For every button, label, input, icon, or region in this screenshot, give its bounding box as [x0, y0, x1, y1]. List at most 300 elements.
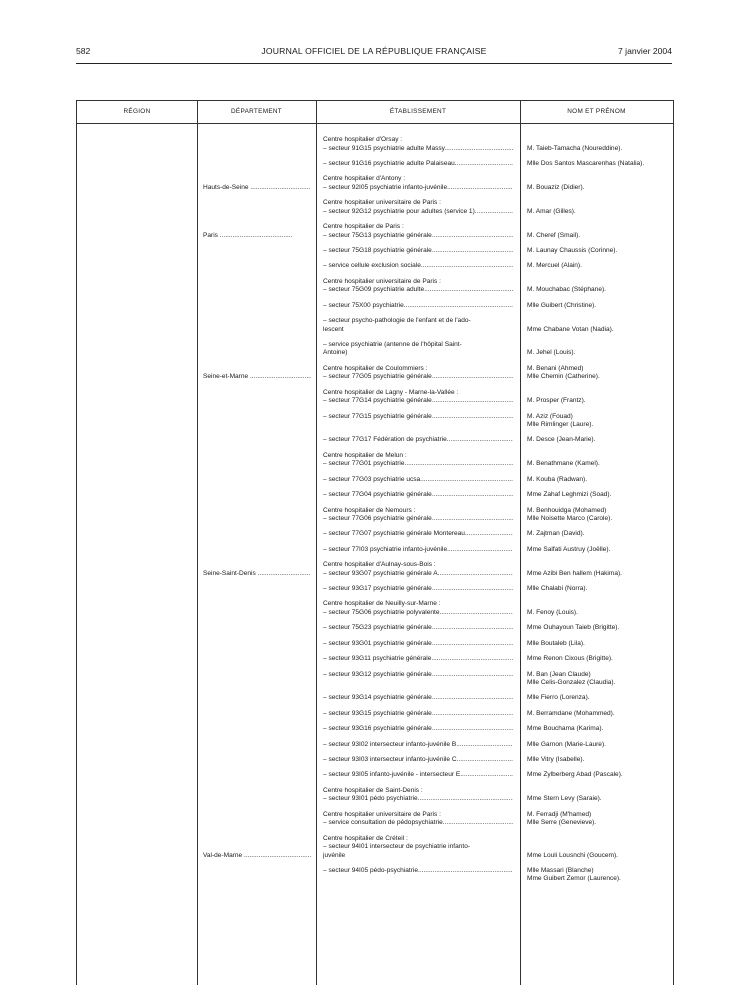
dot-leader: [424, 286, 513, 293]
table-row: [77, 365, 673, 389]
table-row: [77, 507, 673, 531]
etablissement-line: [323, 609, 513, 618]
nom-prenom-cell: [527, 546, 667, 555]
nom-prenom-cell: [527, 570, 667, 579]
etablissement-line: [323, 476, 513, 485]
table-row: [77, 136, 673, 160]
table-row: [77, 585, 673, 600]
nom-prenom-cell: [527, 725, 667, 734]
etablissement-text: – secteur 93G11 psychiatrie générale: [323, 655, 432, 663]
nom-prenom-line: M. Kouba (Radwan).: [527, 475, 588, 483]
dot-leader: [404, 302, 513, 309]
nom-prenom-cell: [527, 413, 667, 430]
dot-leader: [421, 262, 513, 269]
etablissement-text: – secteur 77G17 Fédération de psychiatrie: [323, 436, 447, 444]
etablissement-text: – secteur 77G03 psychiatrie ucsa: [323, 475, 421, 483]
etablissement-text: Centre hospitalier de Nemours :: [323, 506, 416, 514]
etablissement-text: – secteur 77G06 psychiatrie générale: [323, 515, 432, 523]
etablissement-text: – secteur 93G16 psychiatrie générale: [323, 725, 432, 733]
etablissement-cell: [323, 655, 513, 664]
etablissement-line: [323, 600, 513, 609]
nom-prenom-cell: [527, 232, 667, 241]
nom-prenom-cell: [527, 609, 667, 618]
etablissement-text: – secteur 93I05 infanto-juvénile - intersecteur E: [323, 771, 461, 779]
nom-prenom-cell: [527, 397, 667, 406]
etablissement-line: [323, 389, 513, 398]
etablissement-text: – secteur 93I02 intersecteur infanto-juvénile B: [323, 740, 457, 748]
etablissement-line: [323, 491, 513, 500]
table-row: [77, 247, 673, 262]
etablissement-line: [323, 756, 513, 765]
table-row: [77, 436, 673, 451]
etablissement-line: [323, 262, 513, 271]
etablissement-line: [323, 349, 513, 358]
etablissement-cell: [323, 756, 513, 765]
table-row: [77, 835, 673, 867]
nom-prenom-cell: [527, 852, 667, 861]
table-row: [77, 530, 673, 545]
etablissement-line: [323, 136, 513, 145]
etablissement-cell: [323, 278, 513, 295]
nom-prenom-line: M. Ban (Jean Claude): [527, 670, 591, 678]
etablissement-text: Centre hospitalier de Neuilly-sur-Marne :: [323, 600, 441, 608]
dot-leader: [475, 208, 513, 215]
header-region: RÉGION: [123, 108, 151, 115]
etablissement-text: – secteur 93I01 pédo psychiatrie: [323, 795, 418, 803]
etablissement-line: [323, 811, 513, 820]
dot-leader: [447, 436, 513, 443]
etablissement-line: [323, 302, 513, 311]
etablissement-line: [323, 208, 513, 217]
nom-prenom-line: Mlle Dos Santos Mascarenhas (Natalia).: [527, 159, 645, 167]
etablissement-text: – secteur 77G04 psychiatrie générale: [323, 491, 432, 499]
nom-prenom-line: M. Desce (Jean-Marie).: [527, 436, 596, 444]
nom-prenom-line: Mlle Boutaleb (Lila).: [527, 639, 585, 647]
nom-prenom-line: M. Launay Chaussis (Corinne).: [527, 246, 618, 254]
etablissement-text: – secteur 77G05 psychiatrie générale: [323, 373, 432, 381]
nom-prenom-cell: [527, 326, 667, 335]
etablissement-text: juvénile: [323, 851, 346, 859]
nom-prenom-cell: [527, 145, 667, 154]
nom-prenom-line: M. Benani (Ahmed): [527, 364, 584, 372]
etablissement-text: – secteur 93G14 psychiatrie générale: [323, 694, 432, 702]
etablissement-text: Centre hospitalier de Saint-Denis :: [323, 786, 423, 794]
nom-prenom-cell: [527, 771, 667, 780]
departement-name: Seine-Saint-Denis .....: [203, 570, 311, 577]
etablissement-line: [323, 546, 513, 555]
dot-leader: [432, 413, 513, 420]
etablissement-cell: [323, 160, 513, 169]
nom-prenom-line: M. Mercuel (Alain).: [527, 262, 582, 270]
nom-prenom-line: Mlle Chalabi (Norra).: [527, 585, 588, 593]
nom-prenom-cell: [527, 349, 667, 358]
table-row: [77, 317, 673, 341]
table-row: [77, 546, 673, 561]
etablissement-text: – secteur 93G01 psychiatrie générale: [323, 639, 432, 647]
header-departement: DÉPARTEMENT: [231, 108, 282, 115]
etablissement-line: [323, 852, 513, 861]
nom-prenom-cell: [527, 160, 667, 169]
etablissement-line: [323, 341, 513, 350]
etablissement-line: [323, 787, 513, 796]
etablissement-cell: [323, 787, 513, 804]
etablissement-cell: [323, 725, 513, 734]
dot-leader: [456, 741, 513, 748]
etablissement-cell: [323, 452, 513, 469]
etablissement-cell: [323, 530, 513, 539]
etablissement-text: – secteur 93G17 psychiatrie générale: [323, 585, 432, 593]
nom-prenom-cell: [527, 476, 667, 485]
nom-prenom-line: Mlle Serre (Genevieve).: [527, 819, 597, 827]
nom-prenom-cell: [527, 710, 667, 719]
dot-leader: [432, 725, 513, 732]
etablissement-cell: [323, 223, 513, 240]
etablissement-line: [323, 624, 513, 633]
publication-date: 7 janvier 2004: [618, 46, 672, 56]
dot-leader: [444, 145, 513, 152]
dot-leader: [432, 624, 513, 631]
dot-leader: [432, 491, 513, 498]
etablissement-text: Centre hospitalier universitaire de Paris :: [323, 810, 441, 818]
nom-prenom-line: M. Bouaziz (Didier).: [527, 183, 585, 191]
nom-prenom-line: M. Benathmane (Kamel).: [527, 460, 600, 468]
nom-prenom-line: M. Taieb-Tamacha (Noureddine).: [527, 144, 623, 152]
departement-name: Seine-et-Marne .....: [203, 373, 311, 380]
nom-prenom-cell: [527, 460, 667, 469]
etablissement-line: [323, 247, 513, 256]
etablissement-line: [323, 278, 513, 287]
table-row: [77, 341, 673, 365]
table-row: [77, 655, 673, 670]
etablissement-text: – secteur 94I05 pédo-psychiatrie: [323, 866, 418, 874]
etablissement-cell: [323, 811, 513, 828]
etablissement-text: – secteur 77G01 psychiatrie: [323, 460, 405, 468]
page-number: 582: [76, 46, 91, 56]
etablissement-cell: [323, 365, 513, 382]
dot-leader: [432, 585, 513, 592]
table-row: [77, 741, 673, 756]
etablissement-cell: [323, 771, 513, 780]
nom-prenom-cell: [527, 184, 667, 193]
nom-prenom-line: Mme Renon Cixous (Brigitte).: [527, 655, 613, 663]
nom-prenom-line: M. Zajtman (David).: [527, 530, 585, 538]
dot-leader: [432, 373, 513, 380]
table-body: [77, 136, 673, 891]
dot-leader: [443, 819, 513, 826]
nom-prenom-cell: [527, 491, 667, 500]
etablissement-cell: [323, 175, 513, 192]
etablissement-line: [323, 843, 513, 852]
etablissement-cell: [323, 413, 513, 422]
etablissement-line: [323, 452, 513, 461]
etablissement-cell: [323, 199, 513, 216]
etablissement-line: [323, 570, 513, 579]
etablissement-line: [323, 145, 513, 154]
nom-prenom-line: Mme Salfati Austruy (Joëlle).: [527, 545, 611, 553]
table-row: [77, 694, 673, 709]
header-rule: [76, 63, 672, 64]
nom-prenom-line: Mlle Fierro (Lorenza).: [527, 694, 590, 702]
dot-leader: [432, 232, 513, 239]
departement-name: Val-de-Marne .....: [203, 852, 311, 859]
dot-leader: [405, 460, 513, 467]
etablissement-line: [323, 223, 513, 232]
etablissement-line: [323, 317, 513, 326]
appointments-table: [76, 100, 674, 985]
table-row: [77, 491, 673, 506]
etablissement-text: Centre hospitalier universitaire de Paris :: [323, 277, 441, 285]
etablissement-text: Centre hospitalier de Créteil :: [323, 834, 408, 842]
etablissement-text: – secteur 75G13 psychiatrie générale: [323, 231, 432, 239]
nom-prenom-line: M. Benhouidga (Mohamed): [527, 506, 607, 514]
nom-prenom-cell: [527, 247, 667, 256]
etablissement-cell: [323, 317, 513, 334]
nom-prenom-line: Mme Stern Levy (Saraie).: [527, 795, 602, 803]
dot-leader: [438, 570, 513, 577]
etablissement-cell: [323, 561, 513, 578]
nom-prenom-cell: [527, 208, 667, 217]
etablissement-cell: [323, 624, 513, 633]
nom-prenom-line: M. Jehel (Louis).: [527, 349, 576, 357]
table-row: [77, 160, 673, 175]
etablissement-line: [323, 373, 513, 382]
nom-prenom-line: M. Berramdane (Mohammed).: [527, 709, 615, 717]
etablissement-text: – secteur 77I03 psychiatrie infanto-juvénile: [323, 545, 448, 553]
dot-leader: [439, 609, 513, 616]
etablissement-cell: [323, 136, 513, 153]
etablissement-text: Centre hospitalier d'Orsay :: [323, 136, 403, 143]
etablissement-line: [323, 530, 513, 539]
etablissement-cell: [323, 546, 513, 555]
nom-prenom-cell: [527, 694, 667, 703]
etablissement-text: Centre hospitalier de Coulommiers :: [323, 364, 428, 372]
etablissement-line: [323, 326, 513, 335]
table-row: [77, 640, 673, 655]
nom-prenom-line: Mme Zahaf Leghmizi (Soad).: [527, 491, 612, 499]
etablissement-text: Centre hospitalier d'Antony :: [323, 175, 406, 183]
header-nom-prenom: NOM ET PRÉNOM: [567, 108, 626, 115]
etablissement-line: [323, 515, 513, 524]
etablissement-cell: [323, 585, 513, 594]
nom-prenom-cell: [527, 867, 667, 884]
nom-prenom-cell: [527, 262, 667, 271]
table-row: [77, 771, 673, 786]
etablissement-line: [323, 819, 513, 828]
etablissement-line: [323, 640, 513, 649]
dot-leader: [420, 476, 513, 483]
etablissement-text: – secteur 92I05 psychiatrie infanto-juvénile: [323, 183, 448, 191]
table-row: [77, 262, 673, 277]
etablissement-cell: [323, 741, 513, 750]
nom-prenom-line: Mlle Massari (Blanche): [527, 866, 594, 874]
dot-leader: [455, 160, 513, 167]
dot-leader: [457, 756, 513, 763]
etablissement-line: [323, 365, 513, 374]
etablissement-cell: [323, 710, 513, 719]
etablissement-text: – service consultation de pédopsychiatrie: [323, 819, 443, 827]
etablissement-cell: [323, 600, 513, 617]
nom-prenom-cell: [527, 811, 667, 828]
table-row: [77, 811, 673, 835]
dot-leader: [418, 867, 513, 874]
nom-prenom-cell: [527, 741, 667, 750]
nom-prenom-cell: [527, 507, 667, 524]
table-header: [77, 101, 673, 124]
table-row: [77, 710, 673, 725]
departement-cell: [203, 570, 311, 579]
etablissement-text: – secteur 93G07 psychiatrie générale A: [323, 569, 438, 577]
header-etablissement: ÉTABLISSEMENT: [389, 108, 447, 115]
table-row: [77, 561, 673, 585]
table-row: [77, 725, 673, 740]
departement-cell: [203, 852, 311, 861]
etablissement-text: – secteur 75G06 psychiatrie polyvalente: [323, 608, 440, 616]
etablissement-cell: [323, 491, 513, 500]
nom-prenom-line: M. Mouchabac (Stéphane).: [527, 286, 606, 294]
nom-prenom-cell: [527, 365, 667, 382]
nom-prenom-cell: [527, 671, 667, 688]
table-row: [77, 413, 673, 437]
etablissement-cell: [323, 389, 513, 406]
nom-prenom-line: Mme Louli Lousnchi (Goucem).: [527, 851, 618, 859]
etablissement-text: – secteur 77G14 psychiatrie générale: [323, 397, 432, 405]
table-row: [77, 624, 673, 639]
nom-prenom-cell: [527, 530, 667, 539]
departement-name: Hauts-de-Seine .....: [203, 184, 311, 191]
etablissement-text: – secteur 75G09 psychiatrie adulte: [323, 286, 425, 294]
table-row: [77, 278, 673, 302]
etablissement-line: [323, 160, 513, 169]
etablissement-cell: [323, 835, 513, 861]
etablissement-text: – secteur 77G15 psychiatrie générale: [323, 412, 432, 420]
nom-prenom-line: Mlle Chemin (Catherine).: [527, 373, 600, 381]
etablissement-line: [323, 507, 513, 516]
table-row: [77, 787, 673, 811]
nom-prenom-cell: [527, 795, 667, 804]
etablissement-text: Centre hospitalier universitaire de Paris :: [323, 199, 441, 207]
dot-leader: [447, 546, 513, 553]
nom-prenom-cell: [527, 655, 667, 664]
nom-prenom-line: M. Amar (Gilles).: [527, 207, 576, 215]
dot-leader: [432, 515, 513, 522]
journal-title: JOURNAL OFFICIEL DE LA RÉPUBLIQUE FRANÇAISE: [261, 46, 487, 56]
nom-prenom-cell: [527, 756, 667, 765]
etablissement-text: – secteur 93G15 psychiatrie générale: [323, 709, 432, 717]
nom-prenom-cell: [527, 624, 667, 633]
etablissement-text: Centre hospitalier d'Aulnay-sous-Bois :: [323, 561, 436, 569]
etablissement-line: [323, 175, 513, 184]
page-header: [76, 46, 672, 62]
dot-leader: [431, 655, 513, 662]
nom-prenom-line: M. Aziz (Fouad): [527, 412, 573, 420]
table-row: [77, 199, 673, 223]
etablissement-text: – secteur 91G15 psychiatrie adulte Massy: [323, 144, 445, 152]
etablissement-cell: [323, 262, 513, 271]
departement-cell: [203, 373, 311, 382]
nom-prenom-line: M. Fenoy (Louis).: [527, 608, 578, 616]
etablissement-line: [323, 397, 513, 406]
dot-leader: [447, 184, 513, 191]
dot-leader: [432, 694, 513, 701]
etablissement-cell: [323, 867, 513, 876]
dot-leader: [432, 640, 513, 647]
etablissement-text: – secteur 93G12 psychiatrie générale: [323, 670, 432, 678]
nom-prenom-line: Mlle Celis-Gonzalez (Claudia).: [527, 679, 616, 687]
nom-prenom-line: Mlle Vitry (Isabelle).: [527, 756, 585, 763]
etablissement-line: [323, 867, 513, 876]
etablissement-line: [323, 795, 513, 804]
etablissement-text: – secteur psycho-pathologie de l'enfant et de l'ado-: [323, 317, 471, 325]
table-row: [77, 389, 673, 413]
nom-prenom-line: Mme Guibert Zemor (Laurence).: [527, 875, 621, 883]
etablissement-text: – secteur 75G18 psychiatrie générale: [323, 246, 432, 254]
nom-prenom-line: Mlle Guibert (Christine).: [527, 301, 597, 309]
etablissement-line: [323, 413, 513, 422]
table-row: [77, 476, 673, 491]
etablissement-cell: [323, 694, 513, 703]
departement-name: Paris .....: [203, 232, 293, 239]
etablissement-text: – secteur 91G16 psychiatrie adulte Palaiseau: [323, 159, 455, 167]
etablissement-text: Centre hospitalier de Lagny - Marne-la-Vallée :: [323, 388, 459, 396]
etablissement-text: Centre hospitalier de Melun :: [323, 451, 407, 459]
etablissement-cell: [323, 671, 513, 680]
nom-prenom-line: Mlle Garnon (Marie-Laure).: [527, 740, 606, 748]
departement-cell: [203, 184, 311, 193]
etablissement-text: Centre hospitalier de Paris :: [323, 223, 404, 231]
etablissement-text: – secteur 75G23 psychiatrie générale: [323, 624, 432, 632]
table-row: [77, 600, 673, 624]
etablissement-line: [323, 561, 513, 570]
table-row: [77, 175, 673, 199]
nom-prenom-cell: [527, 286, 667, 295]
dot-leader: [418, 795, 513, 802]
dot-leader: [460, 771, 513, 778]
etablissement-line: [323, 232, 513, 241]
nom-prenom-line: Mme Azibi Ben hallem (Hakima).: [527, 569, 622, 577]
etablissement-text: – secteur 75X00 psychiatrie: [323, 301, 404, 309]
etablissement-cell: [323, 341, 513, 358]
etablissement-cell: [323, 476, 513, 485]
etablissement-cell: [323, 436, 513, 445]
etablissement-text: Antoine): [323, 349, 348, 357]
etablissement-line: [323, 741, 513, 750]
etablissement-line: [323, 771, 513, 780]
etablissement-line: [323, 694, 513, 703]
etablissement-line: [323, 710, 513, 719]
table-row: [77, 867, 673, 891]
nom-prenom-line: Mme Bouchama (Karima).: [527, 725, 604, 733]
nom-prenom-cell: [527, 436, 667, 445]
etablissement-cell: [323, 507, 513, 524]
etablissement-text: lescent: [323, 325, 344, 333]
etablissement-text: – secteur 77G07 psychiatrie générale Montereau: [323, 530, 465, 538]
table-row: [77, 452, 673, 476]
table-row: [77, 756, 673, 771]
etablissement-text: – secteur 92G12 psychiatrie pour adultes (service 1): [323, 207, 475, 215]
etablissement-line: [323, 725, 513, 734]
etablissement-cell: [323, 302, 513, 311]
etablissement-cell: [323, 640, 513, 649]
nom-prenom-line: Mlle Noisette Marco (Carole).: [527, 515, 613, 523]
etablissement-line: [323, 585, 513, 594]
etablissement-line: [323, 199, 513, 208]
etablissement-line: [323, 835, 513, 844]
dot-leader: [432, 710, 513, 717]
etablissement-line: [323, 436, 513, 445]
etablissement-line: [323, 671, 513, 680]
departement-cell: [203, 232, 311, 241]
etablissement-text: – service psychiatrie (antenne de l'hôpital Saint-: [323, 340, 462, 348]
